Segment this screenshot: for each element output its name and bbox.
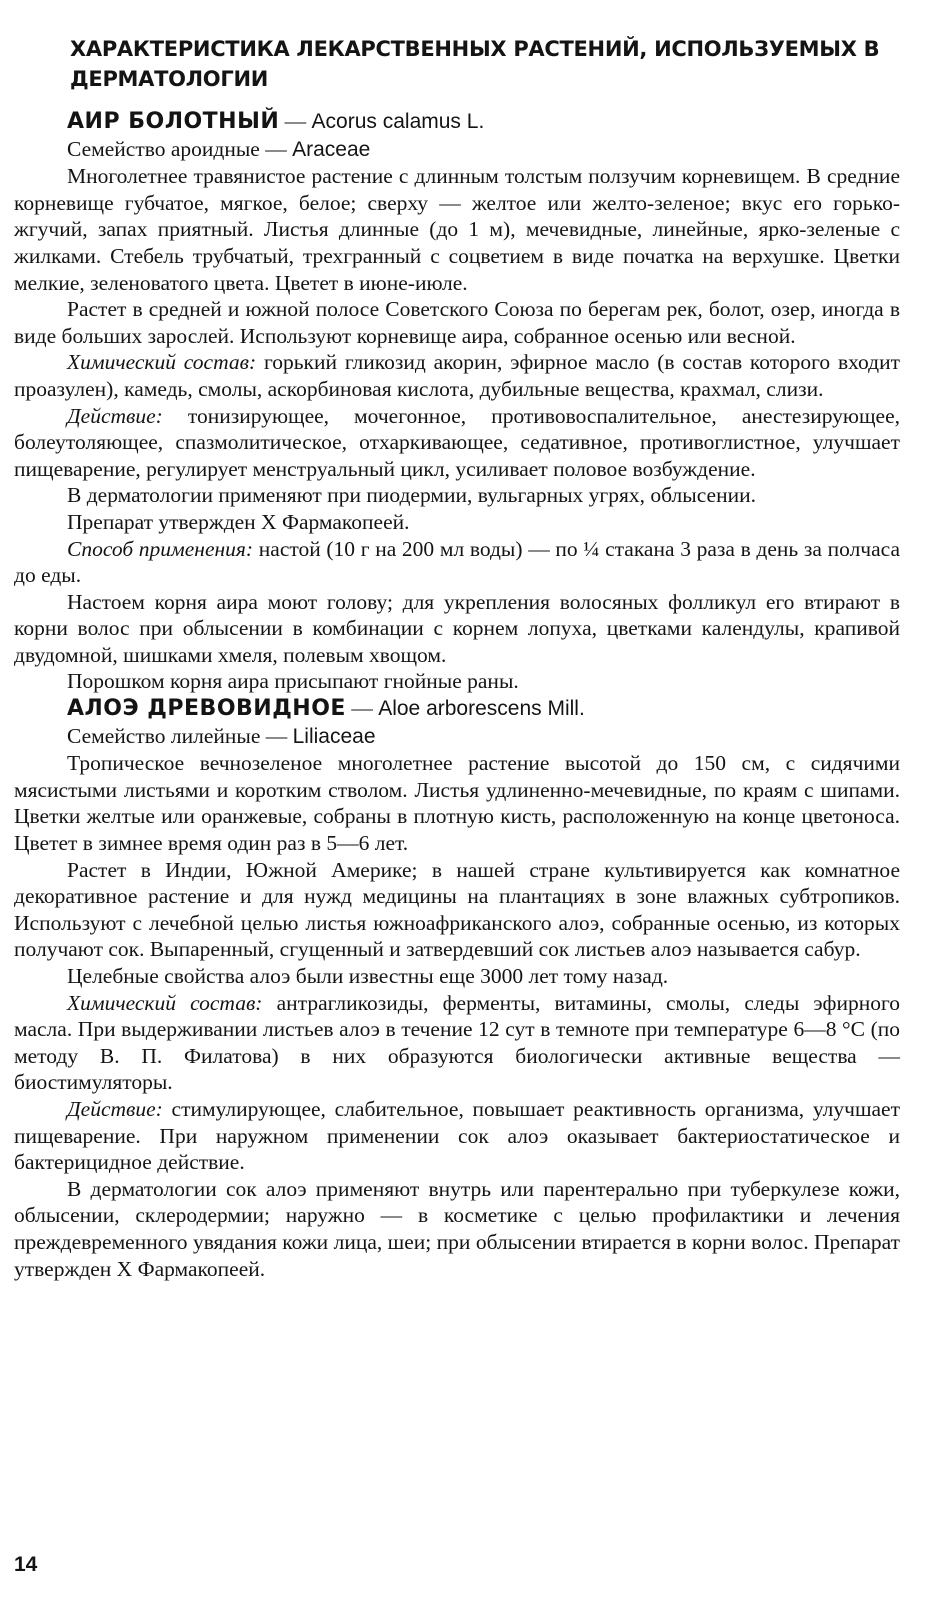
plant-name: АЛОЭ ДРЕВОВИДНОЕ (67, 696, 346, 722)
plant-title: АЛОЭ ДРЕВОВИДНОЕ — Aloe arborescens Mill. (67, 696, 585, 722)
plant-action: Действие: тонизирующее, мочегонное, противовоспалительное, анестезирующее, болеутоляющее, спазмолитическое, отхаркивающее, седативное, противоглистное, улучшает пищеварение, регулирует менструальный цикл, усиливает половое возбуждение. (14, 403, 900, 481)
plant-description: Тропическое вечнозеленое многолетнее растение высотой до 150 см, с сидячими мясистыми листьями и коротким стволом. Листья удлиненно-мечевидные, по краям с шипами. Цветки желтые или оранжевые, собраны в плотную кисть, расположенную на конце цветоноса. Цветет в зимнее время один раз в 5—6 лет. (14, 751, 900, 856)
plant-composition: Химический состав: горький гликозид акорин, эфирное масло (в состав которого входит проазулен), камедь, смолы, аскорбиновая кислота, дубильные вещества, крахмал, слизи. (14, 350, 900, 401)
page-number: 14 (14, 1553, 38, 1576)
plant-dermatology-use: В дерматологии применяют при пиодермии, вульгарных угрях, облысении. (67, 483, 756, 508)
usage-label: Способ применения: (67, 536, 254, 561)
plant-entry-acorus (14, 108, 900, 695)
plant-habitat: Растет в Индии, Южной Америке; в нашей стране культивируется как комнатное декоративное растение и для нужд медицины на плантациях в зоне влажных субтропиков. Используют с лечебной целью листья южноафриканского алоэ, собранные осенью, из которых получают сок. Выпаренный, сгущенный и затвердевший сок листьев алоэ называется сабур. (14, 857, 900, 962)
composition-label: Химический состав: (67, 990, 263, 1015)
plant-family: Семейство лилейные — Liliaceae (67, 723, 376, 748)
action-label: Действие: (67, 403, 163, 428)
plant-hair-use: Настоем корня аира моют голову; для укрепления волосяных фолликул его втирают в корни волос при облысении в комбинации с корнем лопуха, цветками календулы, крапивой двудомной, шишками хмеля, полевым хвощом. (14, 589, 900, 667)
plant-history: Целебные свойства алоэ были известны еще 3000 лет тому назад. (67, 964, 669, 988)
plant-dermatology-use: В дерматологии сок алоэ применяют внутрь или парентерально при туберкулезе кожи, облысении, склеродермии; наружно — в косметике с целью профилактики и лечения преждевременного увядания кожи лица, шеи; при облысении втирается в корни волос. Препарат утвержден X Фармакопеей. (14, 1176, 900, 1281)
composition-label: Химический состав: (67, 350, 257, 375)
plant-name: АИР БОЛОТНЫЙ (67, 109, 280, 134)
plant-pharmacopoeia: Препарат утвержден X Фармакопеей. (67, 509, 410, 534)
plant-latin-name: Acorus calamus L. (311, 110, 485, 133)
plant-habitat: Растет в средней и южной полосе Советского Союза по берегам рек, болот, озер, иногда в виде больших зарослей. Используют корневище аира, собранное осенью или весной. (14, 297, 900, 348)
plant-powder-use: Порошком корня аира присыпают гнойные раны. (67, 669, 519, 694)
plant-composition: Химический состав: антрагликозиды, ферменты, витамины, смолы, следы эфирного масла. При выдерживании листьев алоэ в течение 12 сут в темноте при температуре 6—8 °С (по методу В. П. Филатова) в них образуются биологически активные вещества — биостимуляторы. (14, 990, 900, 1095)
plant-latin-name: Aloe arborescens Mill. (378, 697, 585, 721)
chapter-title: ХАРАКТЕРИСТИКА ЛЕКАРСТВЕННЫХ РАСТЕНИЙ, ИСПОЛЬЗУЕМЫХ В ДЕРМАТОЛОГИИ (70, 37, 880, 91)
plant-usage: Способ применения: настой (10 г на 200 мл воды) — по ¼ стакана 3 раза в день за полчаса до еды. (14, 536, 900, 588)
plant-action: Действие: стимулирующее, слабительное, повышает реактивность организма, улучшает пищеварение. При наружном применении сок алоэ оказывает бактериостатическое и бактерицидное действие. (14, 1096, 900, 1175)
plant-description: Многолетнее травянистое растение с длинным толстым ползучим корневищем. В средние корневище губчатое, мягкое, белое; сверху — желтое или желто-зеленое; вкус его горько-жгучий, запах приятный. Листья длинные (до 1 м), мечевидные, линейные, ярко-зеленые с жилками. Стебель трубчатый, трехгранный с соцветием в виде початка на верхушке. Цветки мелкие, зеленоватого цвета. Цветет в июне-июле. (14, 164, 900, 295)
document-page (14, 20, 900, 1282)
plant-entry-aloe (14, 695, 900, 1282)
action-label: Действие: (67, 1096, 163, 1121)
plant-title: АИР БОЛОТНЫЙ — Acorus calamus L. (67, 109, 485, 134)
plant-family: Семейство ароидные — Araceae (67, 136, 371, 161)
